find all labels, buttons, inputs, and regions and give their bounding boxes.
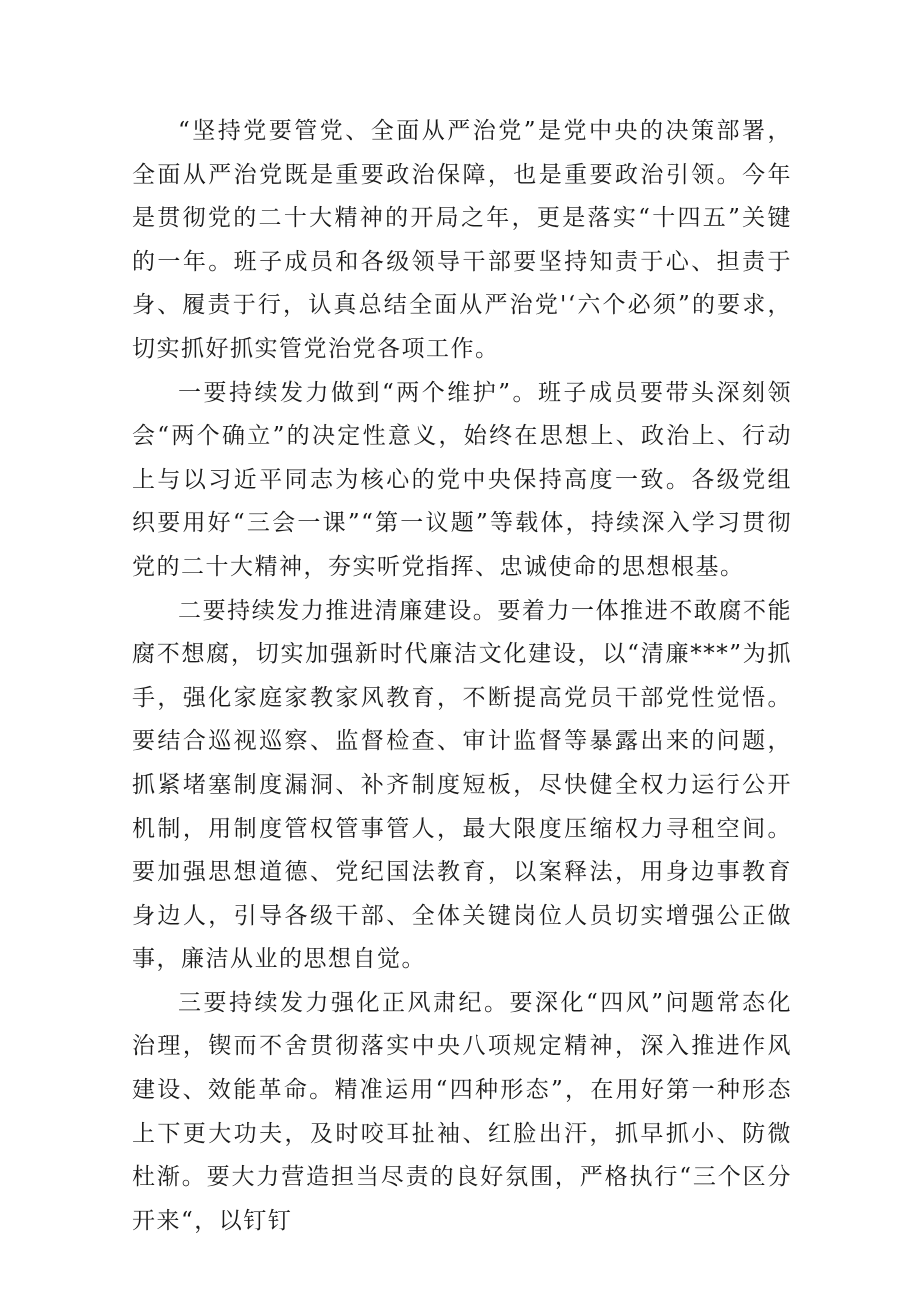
paragraph-intro: “坚持党要管党、全面从严治党”是党中央的决策部署，全面从严治党既是重要政治保障，也是重要政治引领。今年是贯彻党的二十大精神的开局之年，更是落实“十四五”关键的一年。班子成员和各级领导干部要坚持知责于心、担责于身、履责于行，认真总结全面从严治党'‘六个必须”的要求，切实抓好抓实管党治党各项工作。 xyxy=(132,118,792,362)
paragraph-two-safeguards: 一要持续发力做到“两个维护”。班子成员要带头深刻领会“两个确立”的决定性意义，始终在思想上、政治上、行动上与以习近平同志为核心的党中央保持高度一致。各级党组织要用好“三会一课”“第一议题”等载体，持续深入学习贯彻党的二十大精神，夯实听党指挥、忠诚使命的思想根基。 xyxy=(132,379,792,580)
paragraph-clean-governance: 二要持续发力推进清廉建设。要着力一体推进不敢腐不能腐不想腐，切实加强新时代廉洁文化建设，以“清廉***”为抓手，强化家庭家教家风教育，不断提高党员干部党性觉悟。要结合巡视巡察、监督检查、审计监督等暴露出来的问题，抓紧堵塞制度漏洞、补齐制度短板，尽快健全权力运行公开机制，用制度管权管事管人，最大限度压缩权力寻租空间。要加强思想道德、党纪国法教育，以案释法，用身边事教育身边人，引导各级干部、全体关键岗位人员切实增强公正做事，廉洁从业的思想自觉。 xyxy=(132,597,792,973)
paragraph-discipline: 三要持续发力强化正风肃纪。要深化“四风”问题常态化治理，锲而不舍贯彻落实中央八项规定精神，深入推进作风建设、效能革命。精准运用“四种形态”，在用好第一种形态上下更大功夫，及时咬耳扯袖、红脸出汗，抓早抓小、防微杜渐。要大力营造担当尽责的良好氛围，严格执行“三个区分开来“，以钉钉 xyxy=(132,989,792,1234)
document-body xyxy=(132,110,792,1243)
